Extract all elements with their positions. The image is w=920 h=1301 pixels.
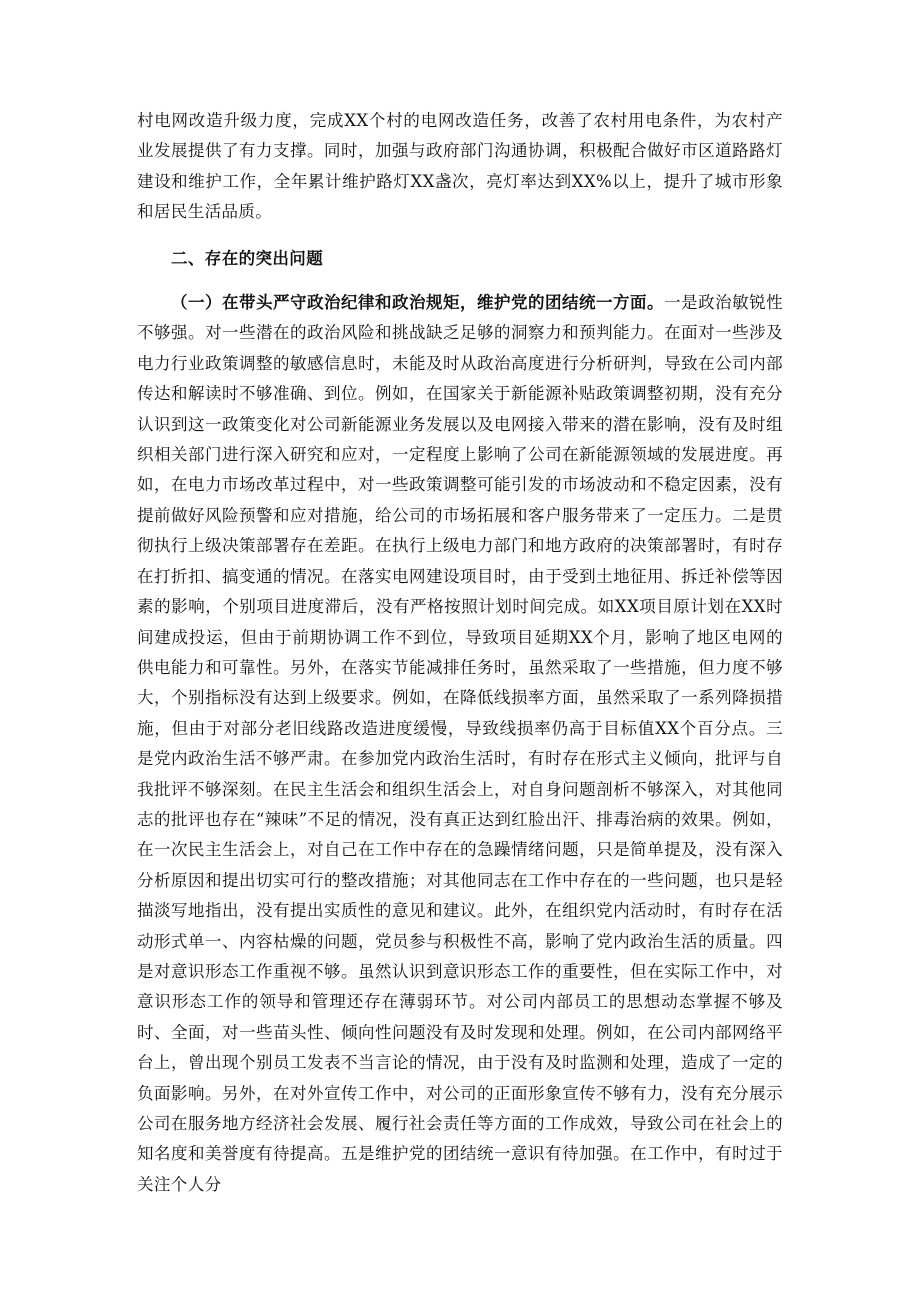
paragraph-lead-heading: （一）在带头严守政治纪律和政治规矩，维护党的团结统一方面。 <box>171 293 665 313</box>
document-body <box>137 106 783 1200</box>
paragraph-problems <box>137 288 783 1200</box>
paragraph-continued: 村电网改造升级力度，完成XX个村的电网改造任务，改善了农村用电条件，为农村产业发展提供了有力支撑。同时，加强与政府部门沟通协调，积极配合做好市区道路路灯建设和维护工作，全年累计维护路灯XX盏次，亮灯率达到XX%以上，提升了城市形象和居民生活品质。 <box>137 111 783 222</box>
paragraph-body-text: 一是政治敏锐性不够强。对一些潜在的政治风险和挑战缺乏足够的洞察力和预判能力。在面对一些涉及电力行业政策调整的敏感信息时，未能及时从政治高度进行分析研判，导致在公司内部传达和解读时不够准确、到位。例如，在国家关于新能源补贴政策调整初期，没有充分认识到这一政策变化对公司新能源业务发展以及电网接入带来的潜在影响，没有及时组织相关部门进行深入研究和应对，一定程度上影响了公司在新能源领域的发展进度。再如，在电力市场改革过程中，对一些政策调整可能引发的市场波动和不稳定因素，没有提前做好风险预警和应对措施，给公司的市场拓展和客户服务带来了一定压力。二是贯彻执行上级决策部署存在差距。在执行上级电力部门和地方政府的决策部署时，有时存在打折扣、搞变通的情况。在落实电网建设项目时，由于受到土地征用、拆迁补偿等因素的影响，个别项目进度滞后，没有严格按照计划时间完成。如XX项目原计划在XX时间建成投运，但由于前期协调工作不到位，导致项目延期XX个月，影响了地区电网的供电能力和可靠性。另外，在落实节能减排任务时，虽然采取了一些措施，但力度不够大，个别指标没有达到上级要求。例如，在降低线损率方面，虽然采取了一系列降损措施，但由于对部分老旧线路改造进度缓慢，导致线损率仍高于目标值XX个百分点。三是党内政治生活不够严肃。在参加党内政治生活时，有时存在形式主义倾向，批评与自我批评不够深刻。在民主生活会和组织生活会上，对自身问题剖析不够深入，对其他同志的批评也存在“辣味”不足的情况，没有真正达到红脸出汗、排毒治病的效果。例如，在一次民主生活会上，对自己在工作中存在的急躁情绪问题，只是简单提及，没有深入分析原因和提出切实可行的整改措施；对其他同志在工作中存在的一些问题，也只是轻描淡写地指出，没有提出实质性的意见和建议。此外，在组织党内活动时，有时存在活动形式单一、内容枯燥的问题，党员参与积极性不高，影响了党内政治生活的质量。四是对意识形态工作重视不够。虽然认识到意识形态工作的重要性，但在实际工作中，对意识形态工作的领导和管理还存在薄弱环节。对公司内部员工的思想动态掌握不够及时、全面，对一些苗头性、倾向性问题没有及时发现和处理。例如，在公司内部网络平台上，曾出现个别员工发表不当言论的情况，由于没有及时监测和处理，造成了一定的负面影响。另外，在对外宣传工作中，对公司的正面形象宣传不够有力，没有充分展示公司在服务地方经济社会发展、履行社会责任等方面的工作成效，导致公司在社会上的知名度和美誉度有待提高。五是维护党的团结统一意识有待加强。在工作中，有时过于关注个人分 <box>137 293 783 1194</box>
section-heading: 二、存在的突出问题 <box>171 248 324 268</box>
